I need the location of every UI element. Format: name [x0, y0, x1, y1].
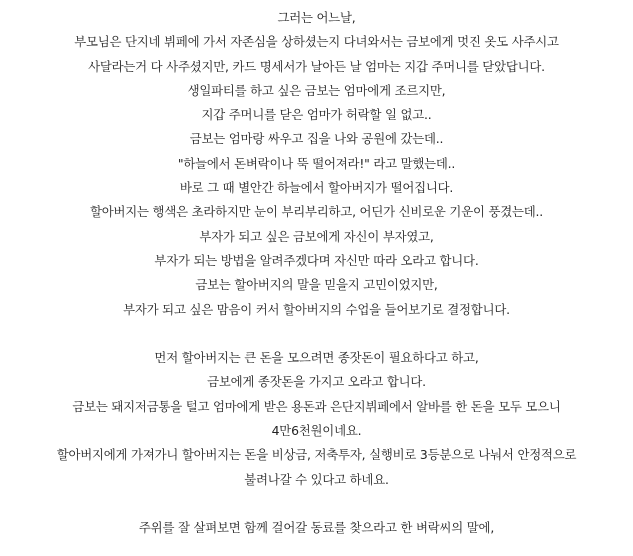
text-line: "하늘에서 돈벼락이나 뚝 떨어져라!" 라고 말했는데.. — [177, 155, 456, 171]
text-line: 생일파티를 하고 싶은 금보는 엄마에게 조르지만, — [187, 82, 446, 98]
text-line: 불려나갈 수 있다고 하네요. — [244, 471, 389, 487]
text-line: 부자가 되고 싶은 금보에게 자신이 부자였고, — [199, 228, 434, 244]
text-line: 주위를 잘 살펴보면 함께 걸어갈 동료를 찾으라고 한 벼락씨의 말에, — [138, 520, 495, 536]
paragraph-1 — [0, 6, 633, 322]
text-line: 금보에게 종잣돈을 가지고 오라고 합니다. — [207, 374, 426, 390]
story-text — [0, 6, 633, 541]
text-line: 부자가 되고 싶은 맘음이 커서 할아버지의 수업을 들어보기로 결정합니다. — [123, 301, 510, 317]
text-line: 할아버지는 행색은 초라하지만 눈이 부리부리하고, 어딘가 신비로운 기운이 풍겼는데.. — [89, 204, 544, 220]
paragraph-3 — [0, 516, 633, 540]
text-line: 그러는 어느날, — [277, 10, 356, 25]
paragraph-spacer — [0, 322, 633, 346]
text-line: 지갑 주머니를 닫은 엄마가 허락할 일 없고.. — [201, 107, 432, 123]
text-line: 금보는 돼지저금통을 털고 엄마에게 받은 용돈과 은단지뷔페에서 알바를 한 돈을 모두 모으니 — [72, 398, 561, 414]
text-line: 금보는 할아버지의 말을 믿을지 고민이었지만, — [195, 277, 438, 293]
text-line: 바로 그 때 별안간 하늘에서 할아버지가 떨어집니다. — [179, 180, 454, 196]
text-line: 부자가 되는 방법을 알려주겠다며 자신만 따라 오라고 합니다. — [154, 252, 479, 268]
text-line: 4만6천원이네요. — [271, 423, 362, 439]
paragraph-spacer — [0, 492, 633, 516]
text-line: 금보는 엄마랑 싸우고 집을 나와 공원에 갔는데.. — [189, 131, 444, 147]
text-line: 부모님은 단지네 뷔페에 가서 자존심을 상하셨는지 다녀와서는 금보에게 멋진 옷도 사주시고 — [74, 34, 559, 50]
text-line: 할아버지에게 가져가니 할아버지는 돈을 비상금, 저축투자, 실행비로 3등분으로 나눠서 안정적으로 — [56, 447, 577, 463]
text-line: 먼저 할아버지는 큰 돈을 모으려면 종잣돈이 필요하다고 하고, — [154, 350, 479, 366]
text-line: 사달라는거 다 사주셨지만, 카드 명세서가 날아든 날 엄마는 지갑 주머니를 닫았답니다. — [88, 58, 545, 74]
paragraph-2 — [0, 346, 633, 492]
